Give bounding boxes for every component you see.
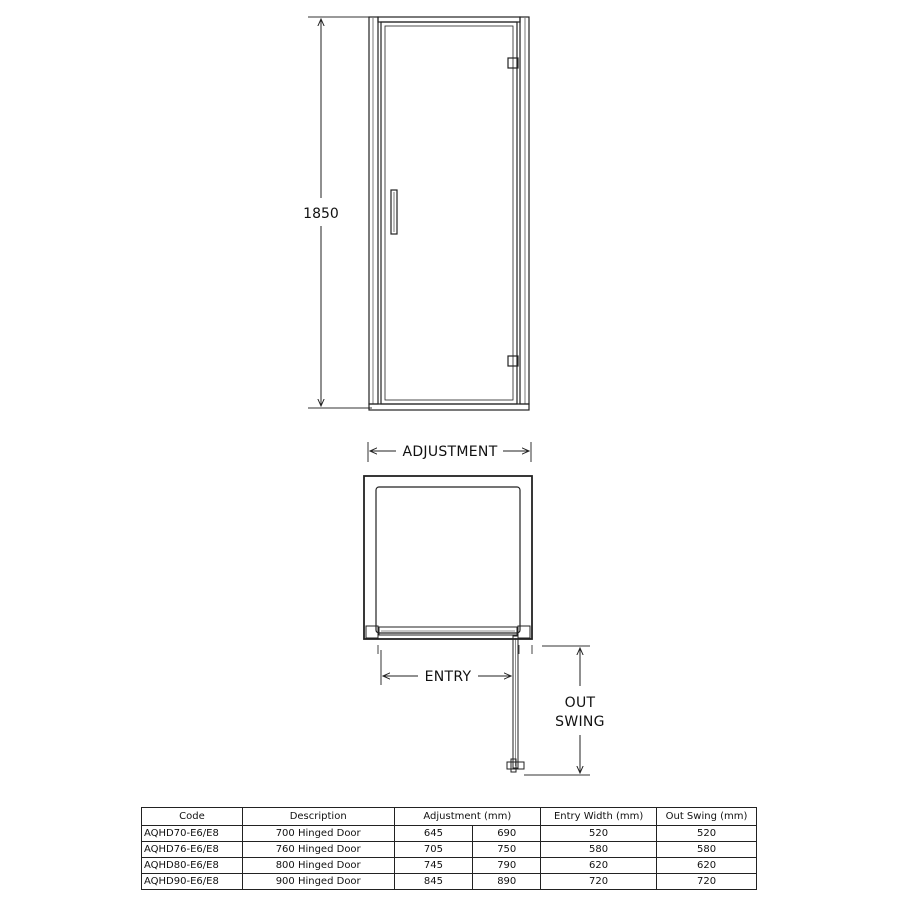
cell-entry-width: 720: [541, 874, 657, 890]
cell-description: 760 Hinged Door: [242, 842, 394, 858]
door-panel-outer: [381, 22, 517, 404]
table-row: [142, 874, 757, 890]
plan-enclosure: [364, 476, 532, 772]
table-header-row: [142, 808, 757, 826]
cell-entry-width: 620: [541, 858, 657, 874]
cell-adjustment-max: 690: [473, 826, 541, 842]
entry-label: ENTRY: [424, 669, 472, 685]
cell-adjustment-min: 745: [394, 858, 473, 874]
table-row: [142, 858, 757, 874]
cell-adjustment-min: 705: [394, 842, 473, 858]
plan-tray-inner: [376, 487, 520, 633]
cell-adjustment-max: 790: [473, 858, 541, 874]
header-entry-width: Entry Width (mm): [541, 808, 657, 826]
table-row: [142, 826, 757, 842]
glass-panel: [385, 26, 513, 400]
cell-description: 800 Hinged Door: [242, 858, 394, 874]
cell-out-swing: 620: [657, 858, 757, 874]
out-swing-dimension: [524, 646, 605, 775]
plan-outer-frame: [364, 476, 532, 639]
cell-adjustment-min: 845: [394, 874, 473, 890]
table-row: [142, 842, 757, 858]
cell-out-swing: 720: [657, 874, 757, 890]
cell-code: AQHD70-E6/E8: [142, 826, 243, 842]
adjustment-label: ADJUSTMENT: [402, 444, 498, 460]
cell-out-swing: 580: [657, 842, 757, 858]
header-out-swing: Out Swing (mm): [657, 808, 757, 826]
cell-adjustment-max: 750: [473, 842, 541, 858]
out-swing-label-line1: OUT: [564, 695, 596, 711]
cell-adjustment-max: 890: [473, 874, 541, 890]
left-wall-profile: [369, 17, 378, 404]
adjustment-dimension: [368, 442, 531, 462]
cell-description: 900 Hinged Door: [242, 874, 394, 890]
cell-code: AQHD76-E6/E8: [142, 842, 243, 858]
header-description: Description: [242, 808, 394, 826]
cell-entry-width: 580: [541, 842, 657, 858]
front-elevation: [303, 17, 529, 410]
cell-out-swing: 520: [657, 826, 757, 842]
plan-view: [364, 442, 605, 775]
door-frame: [369, 17, 529, 410]
cell-code: AQHD80-E6/E8: [142, 858, 243, 874]
cell-code: AQHD90-E6/E8: [142, 874, 243, 890]
shower-tray-base: [369, 404, 529, 410]
cell-description: 700 Hinged Door: [242, 826, 394, 842]
header-adjustment: Adjustment (mm): [394, 808, 541, 826]
cell-entry-width: 520: [541, 826, 657, 842]
right-wall-profile: [520, 17, 529, 404]
top-rail: [378, 17, 520, 22]
height-dimension: [303, 17, 372, 408]
header-code: Code: [142, 808, 243, 826]
cell-adjustment-min: 645: [394, 826, 473, 842]
out-swing-label-line2: SWING: [555, 714, 605, 730]
entry-dimension: [381, 650, 511, 685]
height-dimension-label: 1850: [303, 206, 339, 222]
specification-table: [141, 807, 757, 890]
